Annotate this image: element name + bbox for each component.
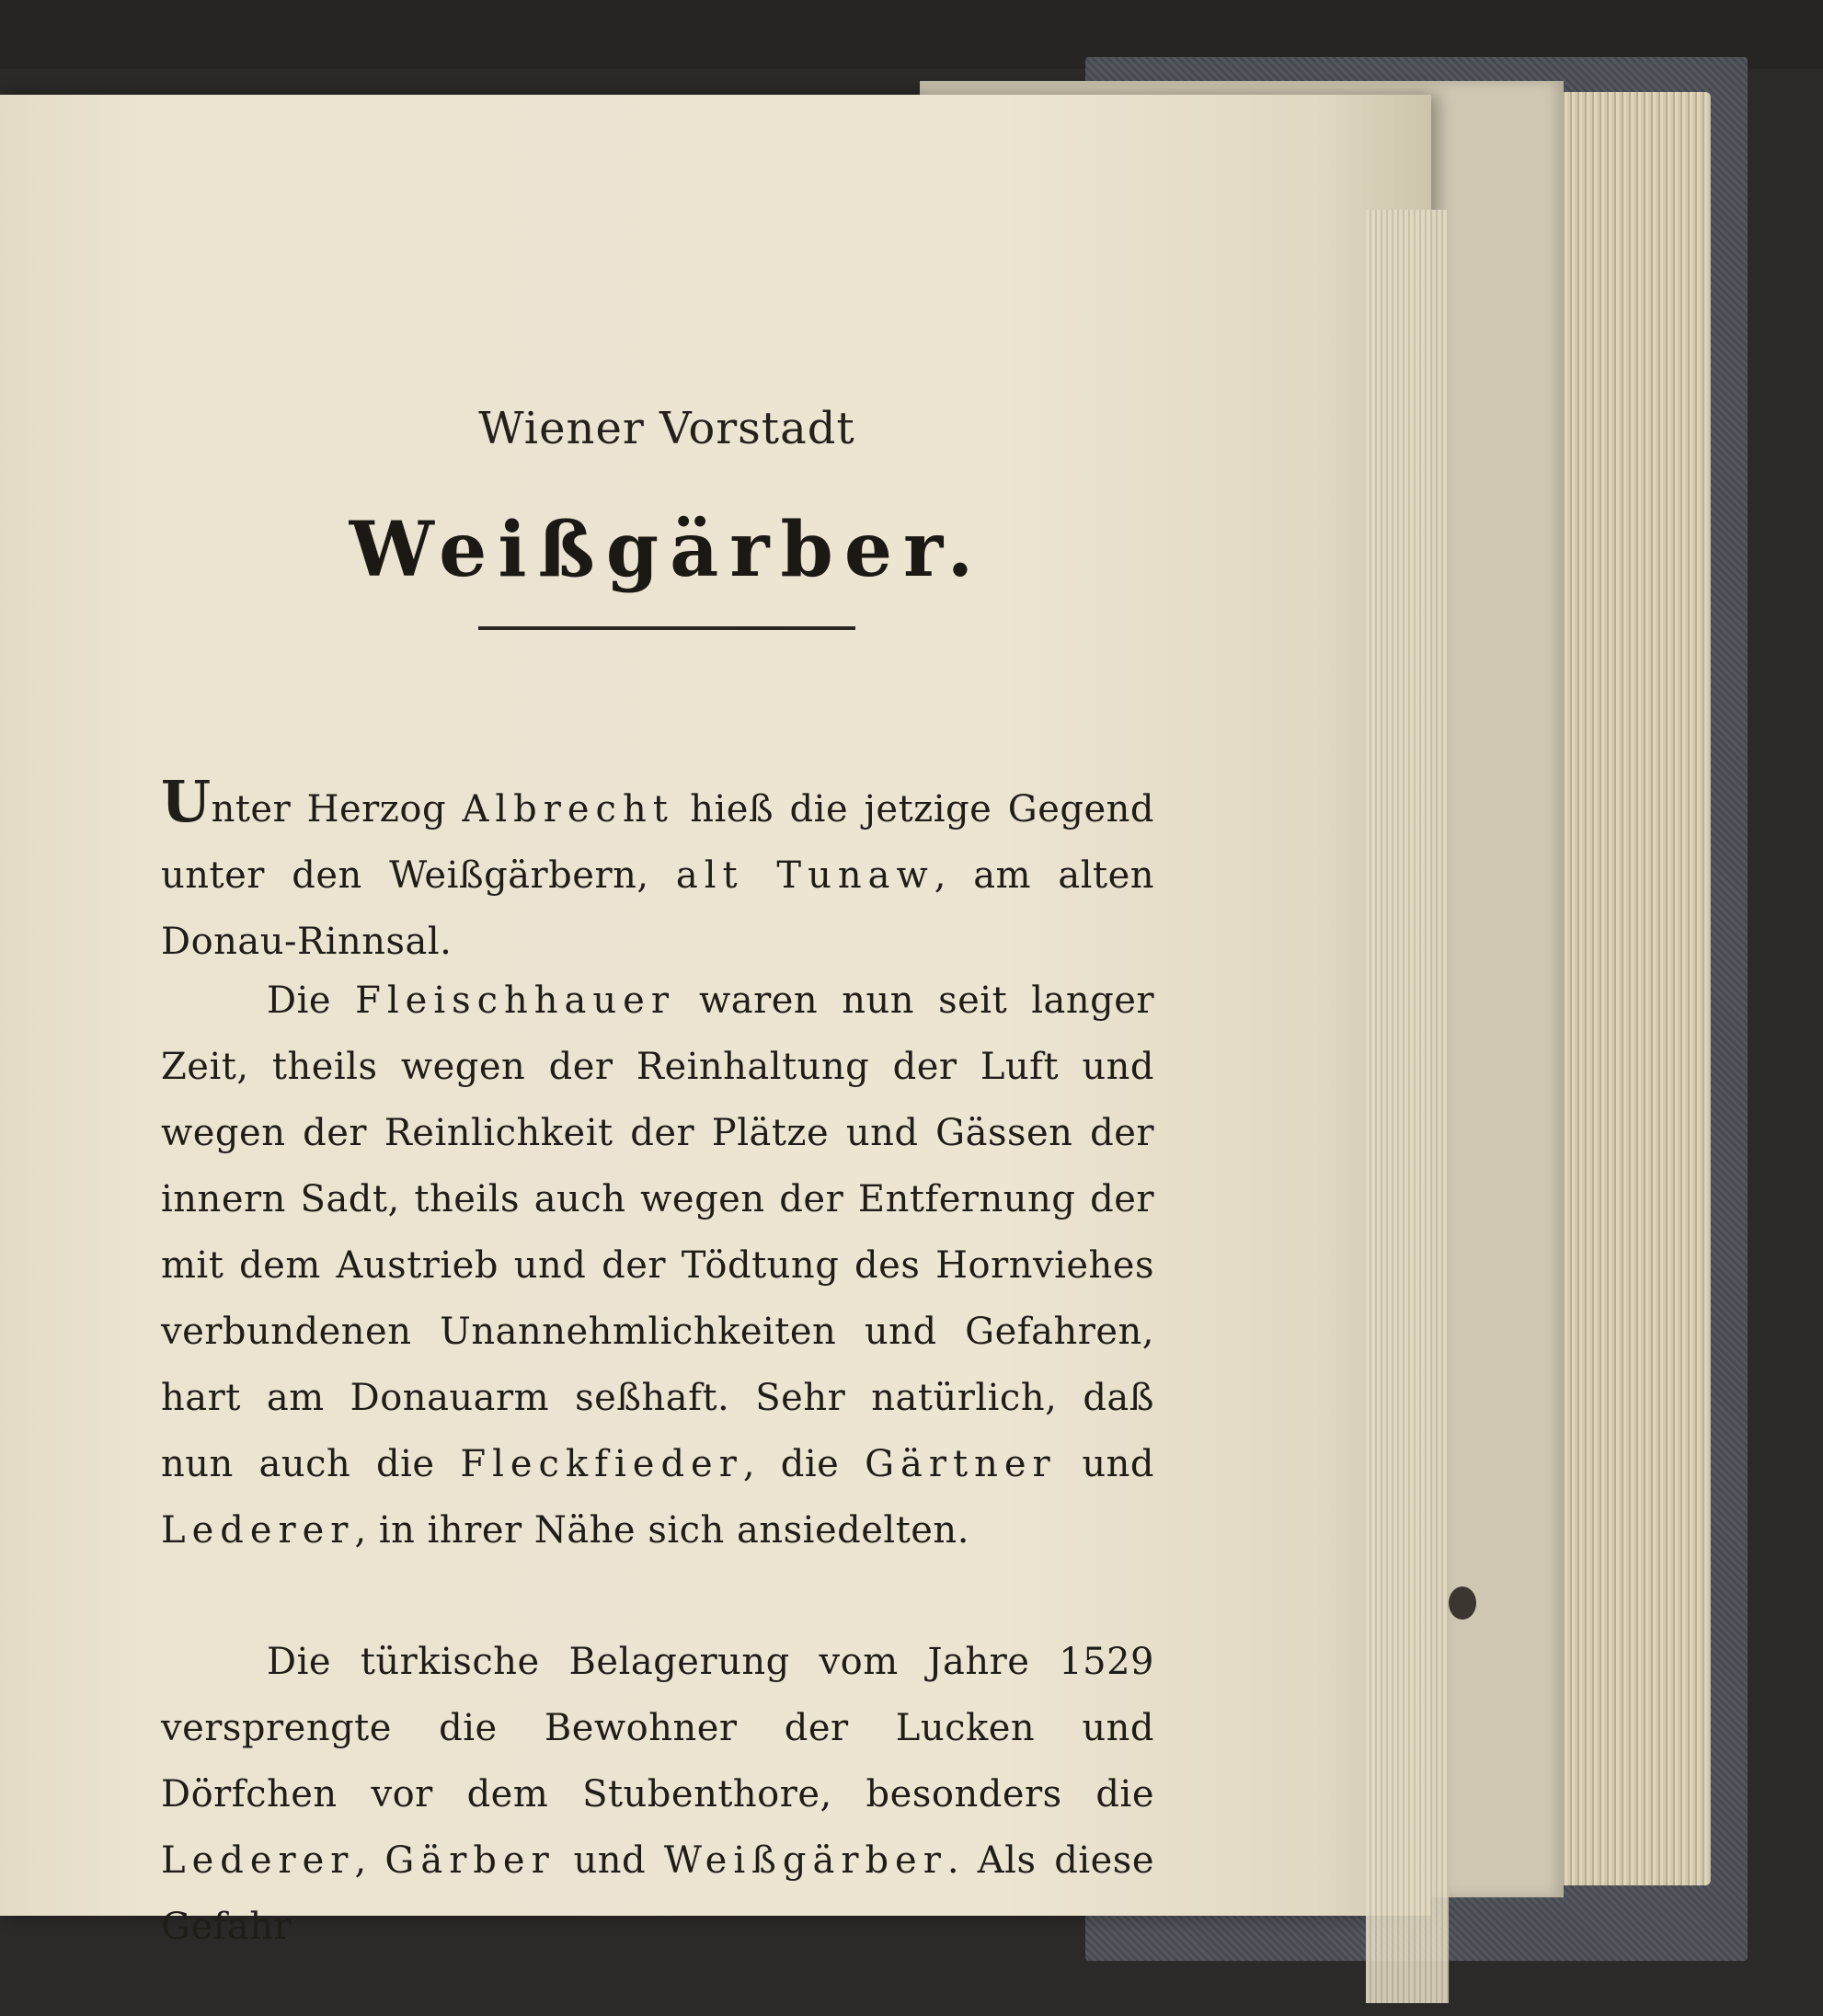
text-run: , die xyxy=(742,1443,866,1485)
text-run: , xyxy=(354,1839,385,1882)
text-run: , in ihrer Nähe sich ansiedelten. xyxy=(354,1509,969,1552)
book-page xyxy=(0,95,1431,1948)
text-run: Die türkische Belagerung vom Jahre 1529 versprengte die Bewohner der Lucken und Dörfchen vor dem Stubenthore, besonders die xyxy=(161,1641,1154,1816)
text-run: nter Herzog xyxy=(211,788,463,830)
page-edges xyxy=(1366,210,1449,2003)
text-run: Die xyxy=(267,979,356,1022)
initial-letter: U xyxy=(161,768,212,835)
text-run: . Als diese Gefahr xyxy=(161,1839,1155,1948)
paragraph-1 xyxy=(161,769,1154,975)
spaced-text: alt Tunaw xyxy=(675,854,934,897)
text-run: und xyxy=(1056,1443,1155,1485)
spaced-text: Weißgärber xyxy=(663,1839,947,1882)
spaced-text: Albrecht xyxy=(462,788,674,830)
spaced-text: Lederer xyxy=(161,1509,355,1552)
spaced-text: Fleckfieder xyxy=(460,1443,743,1485)
spaced-text: Gärtner xyxy=(865,1443,1057,1485)
text-run: und xyxy=(555,1839,664,1882)
paragraph-3 xyxy=(161,1629,1154,1960)
ink-spot xyxy=(1449,1586,1476,1620)
text-run: hieß die jetzige Gegend unter den Weißgärbern, xyxy=(161,788,1155,897)
title-rule xyxy=(478,626,855,630)
text-run: waren nun seit langer Zeit, theils wegen der Reinhaltung der Luft und wegen der Reinlichkeit der Plätze und Gässen der innern Sadt, theils auch wegen der Entfernung der mit dem Austrieb und der Tödtung des Hornviehes verbundenen Unannehmlichkeiten und Gefahren, hart am Donauarm seßhaft. Sehr natürlich, daß nun auch die xyxy=(161,979,1154,1485)
spaced-text: Lederer xyxy=(161,1839,355,1882)
text-run: , am alten Donau-Rinnsal. xyxy=(161,854,1155,963)
paragraph-2 xyxy=(161,968,1154,1564)
section-heading: Wiener Vorstadt xyxy=(478,403,855,454)
spaced-text: Gärber xyxy=(384,1839,556,1882)
page-title: Weißgärber. xyxy=(349,506,985,594)
spaced-text: Fleischhauer xyxy=(355,979,675,1022)
